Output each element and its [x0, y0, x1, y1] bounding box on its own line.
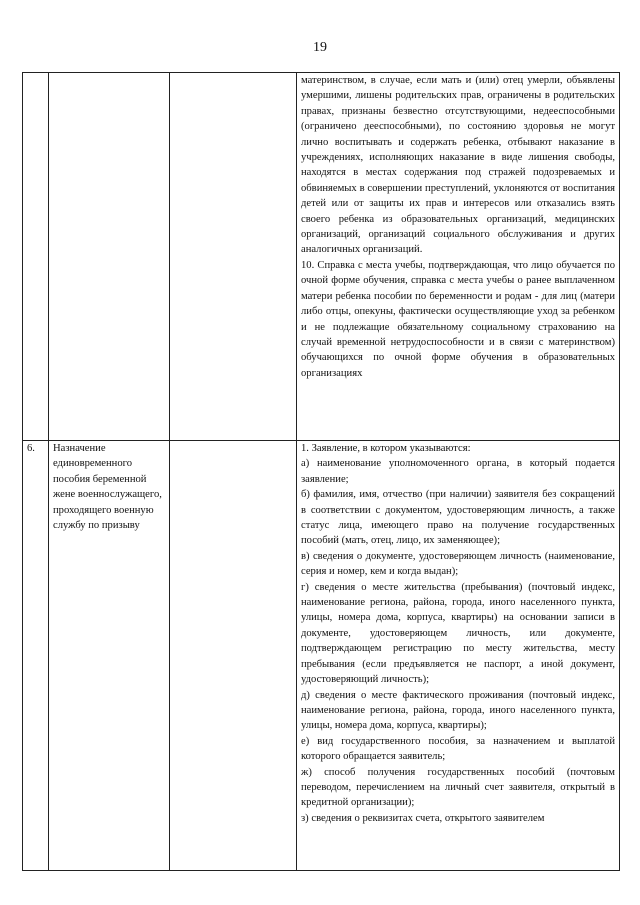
service-name: Назначение единовременного пособия беременной жене военнослужащего, проходящего военную службу по призыву: [49, 441, 170, 871]
table-row: [23, 73, 620, 441]
document-table: [22, 72, 620, 871]
service-name: [49, 73, 170, 441]
document-paragraph: б) фамилия, имя, отчество (при наличии) заявителя без сокращений в соответствии с документом, удостоверяющим личность, а также статус лица, имеющего право на получение государственных пособий (мать, отец, лицо, их заменяющее);: [301, 489, 615, 547]
column-3-cell: [170, 73, 297, 441]
table-row: [23, 441, 620, 871]
document-paragraph: г) сведения о месте жительства (пребывания) (почтовый индекс, наименование региона, района, города, иного населенного пункта, улицы, номера дома, корпуса, квартиры) на основании записи в документе, удостоверяющем личность, или документе, подтверждающем регистрацию по месту жительства, месту пребывания (если предъявляется не паспорт, а иной документ, удостоверяющий личность);: [301, 581, 615, 686]
document-paragraph: в) сведения о документе, удостоверяющем личность (наименование, серия и номер, кем и когда выдан);: [301, 550, 615, 578]
document-paragraph: ж) способ получения государственных пособий (почтовым переводом, перечислением на личный счет заявителя, открытый в кредитной организации);: [301, 766, 615, 809]
page-number: 19: [313, 40, 327, 55]
document-paragraph: д) сведения о месте фактического проживания (почтовый индекс, наименование региона, района, города, иного населенного пункта, улицы, номера дома, корпуса, квартиры);: [301, 689, 615, 732]
document-paragraph: е) вид государственного пособия, за назначением и выплатой которого обращается заявитель;: [301, 735, 615, 763]
document-paragraph: материнством, в случае, если мать и (или) отец умерли, объявлены умершими, лишены родительских прав, ограничены в родительских правах, признаны безвестно отсутствующими, недееспособными (ограничено дееспособными), по состоянию здоровья не могут лично воспитывать и содержать ребенка, отбывают наказание в учреждениях, исполняющих наказание в виде лишения свободы, находятся в местах содержания под стражей подозреваемых и обвиняемых в совершении преступлений, уклоняются от воспитания детей или от защиты их прав и интересов или отказались взять своего ребенка из образовательных организаций, медицинских организаций, организаций социального обслуживания и других аналогичных организаций.: [301, 75, 615, 256]
document-paragraph: а) наименование уполномоченного органа, в который подается заявление;: [301, 458, 615, 485]
column-3-cell: [170, 441, 297, 871]
row-number: 6.: [23, 441, 49, 871]
document-paragraph: 10. Справка с места учебы, подтверждающая, что лицо обучается по очной форме обучения, справка с места учебы о ранее выплаченном матери ребенка пособии по беременности и родам - для лиц (матери либо отцы, опекуны, фактически осуществляющие уход за ребенком и не подлежащие обязательному социальному страхованию на случай временной нетрудоспособности и в связи с материнством) обучающихся по очной форме обучения в образовательных организациях: [301, 259, 615, 379]
documents-cell: [297, 441, 620, 871]
documents-cell: [297, 73, 620, 441]
row-number: [23, 73, 49, 441]
document-paragraph: з) сведения о реквизитах счета, открытого заявителем: [301, 812, 545, 824]
document-paragraph: 1. Заявление, в котором указываются:: [301, 443, 471, 454]
